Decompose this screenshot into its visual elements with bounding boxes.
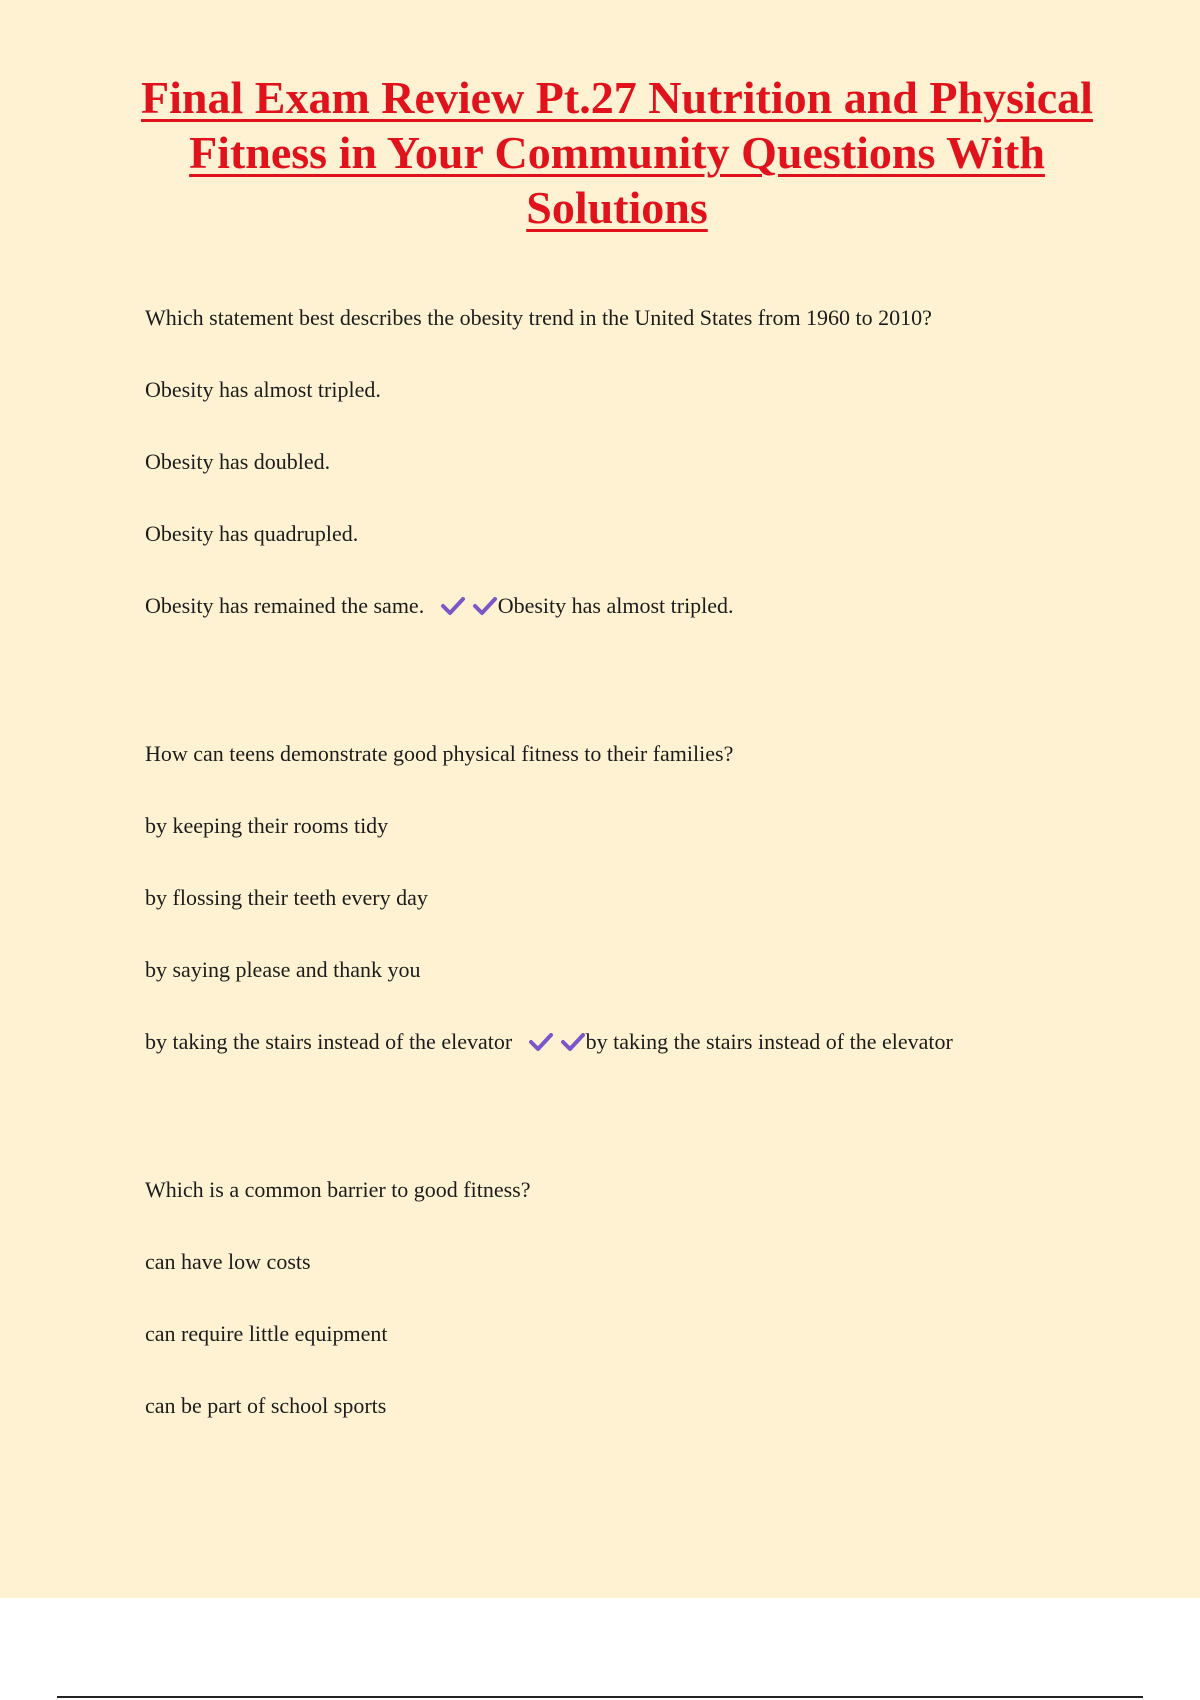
option-text: Obesity has almost tripled. <box>145 377 381 402</box>
answer-text: Obesity has almost tripled. <box>497 593 734 618</box>
option-text: by taking the stairs instead of the elevator <box>145 1029 513 1054</box>
option-text: by saying please and thank you <box>145 957 421 982</box>
option-text: Obesity has remained the same. <box>145 593 425 618</box>
check-mark-icon <box>528 1032 554 1052</box>
question-text: Which statement best describes the obesity trend in the United States from 1960 to 2010? <box>145 305 932 330</box>
document-title: Final Exam Review Pt.27 Nutrition and Physical Fitness in Your Community Questions With Solutions <box>141 72 1093 233</box>
last-option-with-answer <box>145 1030 1155 1054</box>
question-block-2 <box>145 742 1155 1054</box>
footer-divider <box>57 1696 1143 1698</box>
questions-body <box>145 306 1155 1418</box>
option-text: can require little equipment <box>145 1321 388 1346</box>
option-text: can have low costs <box>145 1249 311 1274</box>
question-block-3 <box>145 1178 1155 1418</box>
check-mark-icon <box>440 596 466 616</box>
option-text: can be part of school sports <box>145 1393 387 1418</box>
last-option-with-answer <box>145 594 1155 618</box>
option-text: Obesity has doubled. <box>145 449 331 474</box>
question-text: How can teens demonstrate good physical fitness to their families? <box>145 741 734 766</box>
option-text: by keeping their rooms tidy <box>145 813 389 838</box>
answer-text: by taking the stairs instead of the elevator <box>585 1029 953 1054</box>
option-text: by flossing their teeth every day <box>145 885 428 910</box>
question-block-1 <box>145 306 1155 618</box>
option-text: Obesity has quadrupled. <box>145 521 359 546</box>
check-mark-icon <box>472 596 498 616</box>
check-mark-icon <box>560 1032 586 1052</box>
question-text: Which is a common barrier to good fitness? <box>145 1177 531 1202</box>
